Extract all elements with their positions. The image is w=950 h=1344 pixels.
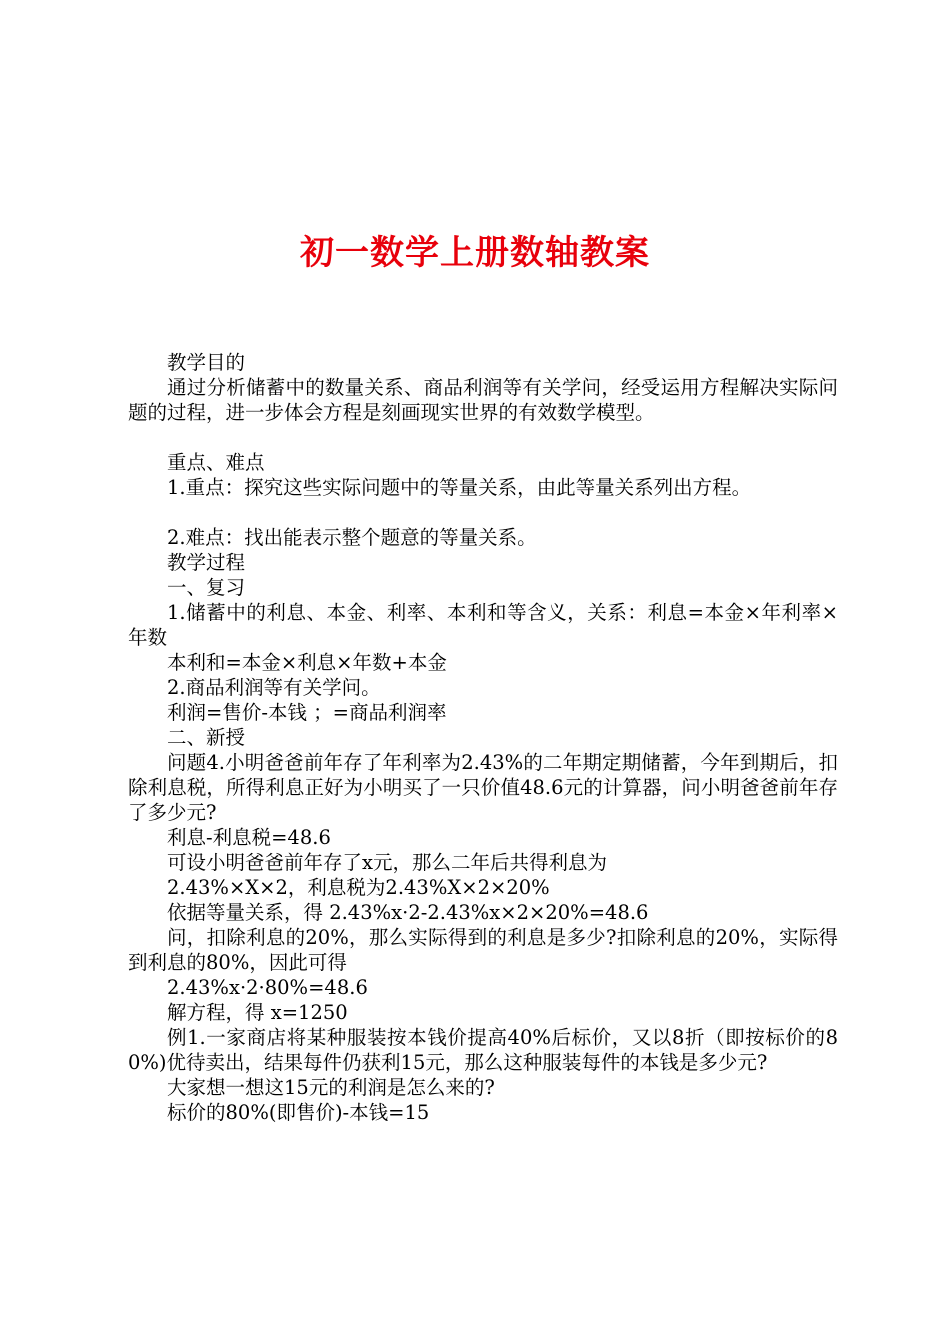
document-body: [128, 350, 838, 1125]
paragraph-heading-new-lesson: 二、新授: [167, 726, 246, 749]
paragraph: 例1.一家商店将某种服装按本钱价提高40%后标价，又以8折（即按标价的80%)优待卖出，结果每件仍获利15元，那么这种服装每件的本钱是多少元?: [128, 1026, 838, 1074]
paragraph-heading-review: 一、复习: [167, 576, 246, 599]
paragraph: 2.43%×X×2，利息税为2.43%X×2×20%: [167, 876, 550, 899]
paragraph: 本利和=本金×利息×年数+本金: [167, 651, 447, 674]
paragraph-gap: [128, 500, 838, 525]
paragraph-heading-objectives: 教学目的: [167, 351, 246, 374]
paragraph: 利润=售价-本钱 ；=商品利润率: [167, 701, 447, 724]
paragraph: 2.难点：找出能表示整个题意的等量关系。: [167, 526, 537, 549]
paragraph: 可设小明爸爸前年存了x元，那么二年后共得利息为: [167, 851, 607, 874]
paragraph: 1.重点：探究这些实际问题中的等量关系，由此等量关系列出方程。: [167, 476, 752, 499]
paragraph: 2.商品利润等有关学问。: [167, 676, 381, 699]
paragraph: 利息-利息税=48.6: [167, 826, 331, 849]
paragraph: 问，扣除利息的20%，那么实际得到的利息是多少?扣除利息的20%，实际得到利息的80%，因此可得: [128, 926, 838, 974]
paragraph: 大家想一想这15元的利润是怎么来的?: [167, 1076, 495, 1099]
paragraph-heading-process: 教学过程: [167, 551, 246, 574]
paragraph-gap: [128, 425, 838, 450]
paragraph: 1.储蓄中的利息、本金、利率、本利和等含义，关系：利息=本金×年利率×年数: [128, 601, 838, 649]
paragraph: 解方程，得 x=1250: [167, 1001, 348, 1024]
paragraph: 通过分析储蓄中的数量关系、商品利润等有关学问，经受运用方程解决实际问题的过程，进一步体会方程是刻画现实世界的有效数学模型。: [128, 376, 838, 424]
paragraph: 问题4.小明爸爸前年存了年利率为2.43%的二年期定期储蓄，今年到期后，扣除利息税，所得利息正好为小明买了一只价值48.6元的计算器，问小明爸爸前年存了多少元?: [128, 751, 838, 824]
paragraph: 依据等量关系，得 2.43%x·2-2.43%x×2×20%=48.6: [167, 901, 649, 924]
document-title: 初一数学上册数轴教案: [300, 232, 650, 273]
paragraph: 标价的80%(即售价)-本钱=15: [167, 1101, 430, 1124]
paragraph: 2.43%x·2·80%=48.6: [167, 976, 368, 999]
paragraph-heading-key-points: 重点、难点: [167, 451, 265, 474]
